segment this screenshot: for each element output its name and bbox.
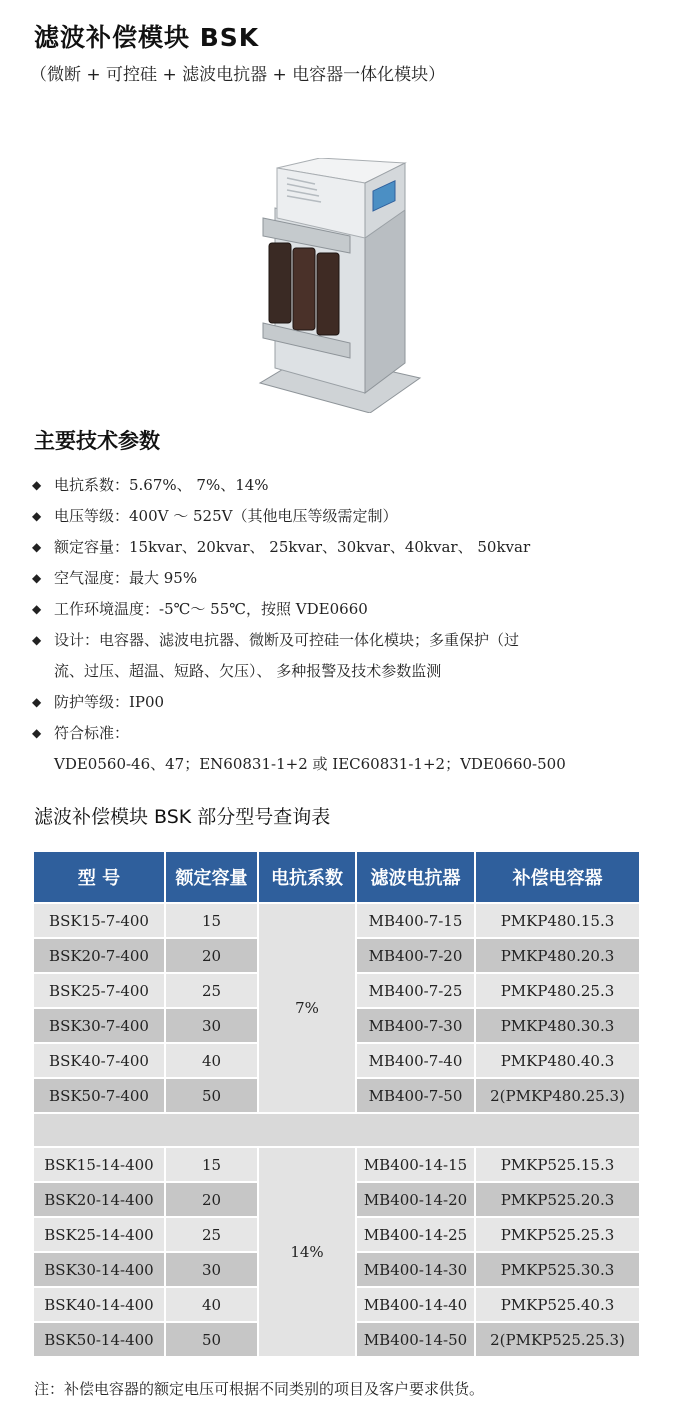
cell-capacity: 25 xyxy=(166,1218,257,1251)
header-capacitor: 补偿电容器 xyxy=(476,852,639,902)
spec-item xyxy=(32,532,652,563)
diamond-bullet-icon: ◆ xyxy=(32,509,42,523)
cell-model: BSK30-14-400 xyxy=(34,1253,164,1286)
cell-reactance-factor: 7% xyxy=(259,904,355,1112)
cell-model: BSK30-7-400 xyxy=(34,1009,164,1042)
cell-model: BSK25-7-400 xyxy=(34,974,164,1007)
separator-cell xyxy=(34,1114,639,1146)
spec-text: 额定容量：15kvar、20kvar、 25kvar、30kvar、40kvar、 50kvar xyxy=(54,538,531,556)
cell-capacity: 20 xyxy=(166,1183,257,1216)
cell-model: BSK40-14-400 xyxy=(34,1288,164,1321)
spec-text: 工作环境温度：-5℃～ 55℃，按照 VDE0660 xyxy=(54,600,368,618)
cell-filter-reactor: MB400-14-50 xyxy=(357,1323,474,1356)
cell-filter-reactor: MB400-7-20 xyxy=(357,939,474,972)
spec-text: 符合标准： xyxy=(54,724,130,742)
specs-title: 主要技术参数 xyxy=(34,429,160,453)
cell-model: BSK20-7-400 xyxy=(34,939,164,972)
cell-capacitor: PMKP480.30.3 xyxy=(476,1009,639,1042)
header-capacity: 额定容量 xyxy=(166,852,257,902)
diamond-bullet-icon: ◆ xyxy=(32,602,42,616)
cell-capacity: 15 xyxy=(166,904,257,937)
table-row xyxy=(34,1148,639,1181)
cell-model: BSK15-7-400 xyxy=(34,904,164,937)
page-title: 滤波补偿模块 BSK xyxy=(34,23,260,52)
cell-model: BSK25-14-400 xyxy=(34,1218,164,1251)
cell-model: BSK50-7-400 xyxy=(34,1079,164,1112)
cell-capacity: 20 xyxy=(166,939,257,972)
cell-model: BSK15-14-400 xyxy=(34,1148,164,1181)
cell-capacitor: PMKP525.15.3 xyxy=(476,1148,639,1181)
cell-model: BSK50-14-400 xyxy=(34,1323,164,1356)
cell-filter-reactor: MB400-14-20 xyxy=(357,1183,474,1216)
page-subtitle: （微断 + 可控硅 + 滤波电抗器 + 电容器一体化模块） xyxy=(30,65,446,85)
cell-capacitor: 2(PMKP525.25.3) xyxy=(476,1323,639,1356)
cell-capacity: 50 xyxy=(166,1079,257,1112)
group-separator-row xyxy=(34,1114,639,1146)
cell-capacity: 30 xyxy=(166,1253,257,1286)
cell-filter-reactor: MB400-7-25 xyxy=(357,974,474,1007)
diamond-bullet-icon: ◆ xyxy=(32,633,42,647)
cell-filter-reactor: MB400-14-30 xyxy=(357,1253,474,1286)
footnote: 注：补偿电容器的额定电压可根据不同类别的项目及客户要求供货。 xyxy=(34,1380,485,1398)
table-header-row xyxy=(34,852,639,902)
cell-capacity: 40 xyxy=(166,1044,257,1077)
cell-filter-reactor: MB400-7-50 xyxy=(357,1079,474,1112)
spec-item xyxy=(32,625,652,656)
spec-item xyxy=(32,563,652,594)
cell-capacity: 30 xyxy=(166,1009,257,1042)
cell-capacitor: PMKP525.30.3 xyxy=(476,1253,639,1286)
cell-filter-reactor: MB400-7-40 xyxy=(357,1044,474,1077)
cell-model: BSK20-14-400 xyxy=(34,1183,164,1216)
cell-capacity: 25 xyxy=(166,974,257,1007)
cell-model: BSK40-7-400 xyxy=(34,1044,164,1077)
cell-capacitor: PMKP525.25.3 xyxy=(476,1218,639,1251)
diamond-bullet-icon: ◆ xyxy=(32,478,42,492)
cell-capacitor: PMKP480.20.3 xyxy=(476,939,639,972)
cell-capacity: 50 xyxy=(166,1323,257,1356)
cell-filter-reactor: MB400-14-40 xyxy=(357,1288,474,1321)
cell-capacitor: PMKP525.20.3 xyxy=(476,1183,639,1216)
cell-capacitor: PMKP480.25.3 xyxy=(476,974,639,1007)
spec-item xyxy=(32,501,652,532)
spec-text: 防护等级：IP00 xyxy=(54,693,165,711)
cell-filter-reactor: MB400-14-15 xyxy=(357,1148,474,1181)
cell-filter-reactor: MB400-7-30 xyxy=(357,1009,474,1042)
model-table xyxy=(32,850,641,1358)
cell-capacitor: 2(PMKP480.25.3) xyxy=(476,1079,639,1112)
header-filter-reactor: 滤波电抗器 xyxy=(357,852,474,902)
spec-text: 空气湿度：最大 95% xyxy=(54,569,198,587)
diamond-bullet-icon: ◆ xyxy=(32,540,42,554)
specs-list xyxy=(32,470,652,780)
table-title: 滤波补偿模块 BSK 部分型号查询表 xyxy=(34,806,331,828)
diamond-bullet-icon: ◆ xyxy=(32,695,42,709)
cell-filter-reactor: MB400-7-15 xyxy=(357,904,474,937)
spec-item xyxy=(32,470,652,501)
cell-capacitor: PMKP480.40.3 xyxy=(476,1044,639,1077)
spec-text: 电压等级：400V ～ 525V（其他电压等级需定制） xyxy=(54,507,398,525)
cell-filter-reactor: MB400-14-25 xyxy=(357,1218,474,1251)
cell-capacity: 15 xyxy=(166,1148,257,1181)
cell-capacity: 40 xyxy=(166,1288,257,1321)
spec-text: 设计：电容器、滤波电抗器、微断及可控硅一体化模块；多重保护（过 xyxy=(54,631,520,649)
diamond-bullet-icon: ◆ xyxy=(32,571,42,585)
spec-item xyxy=(32,594,652,625)
cell-capacitor: PMKP480.15.3 xyxy=(476,904,639,937)
spec-continuation: VDE0560-46、47；EN60831-1+2 或 IEC60831-1+2；VDE0660-500 xyxy=(54,755,566,773)
table-row xyxy=(34,904,639,937)
diamond-bullet-icon: ◆ xyxy=(32,726,42,740)
bsk-module-product-image xyxy=(255,158,425,413)
spec-item xyxy=(32,718,652,749)
spec-continuation: 流、过压、超温、短路、欠压）、 多种报警及技术参数监测 xyxy=(54,662,442,680)
cell-reactance-factor: 14% xyxy=(259,1148,355,1356)
header-model: 型 号 xyxy=(34,852,164,902)
spec-item xyxy=(32,687,652,718)
cell-capacitor: PMKP525.40.3 xyxy=(476,1288,639,1321)
spec-text: 电抗系数：5.67%、 7%、14% xyxy=(54,476,269,494)
header-reactance-factor: 电抗系数 xyxy=(259,852,355,902)
